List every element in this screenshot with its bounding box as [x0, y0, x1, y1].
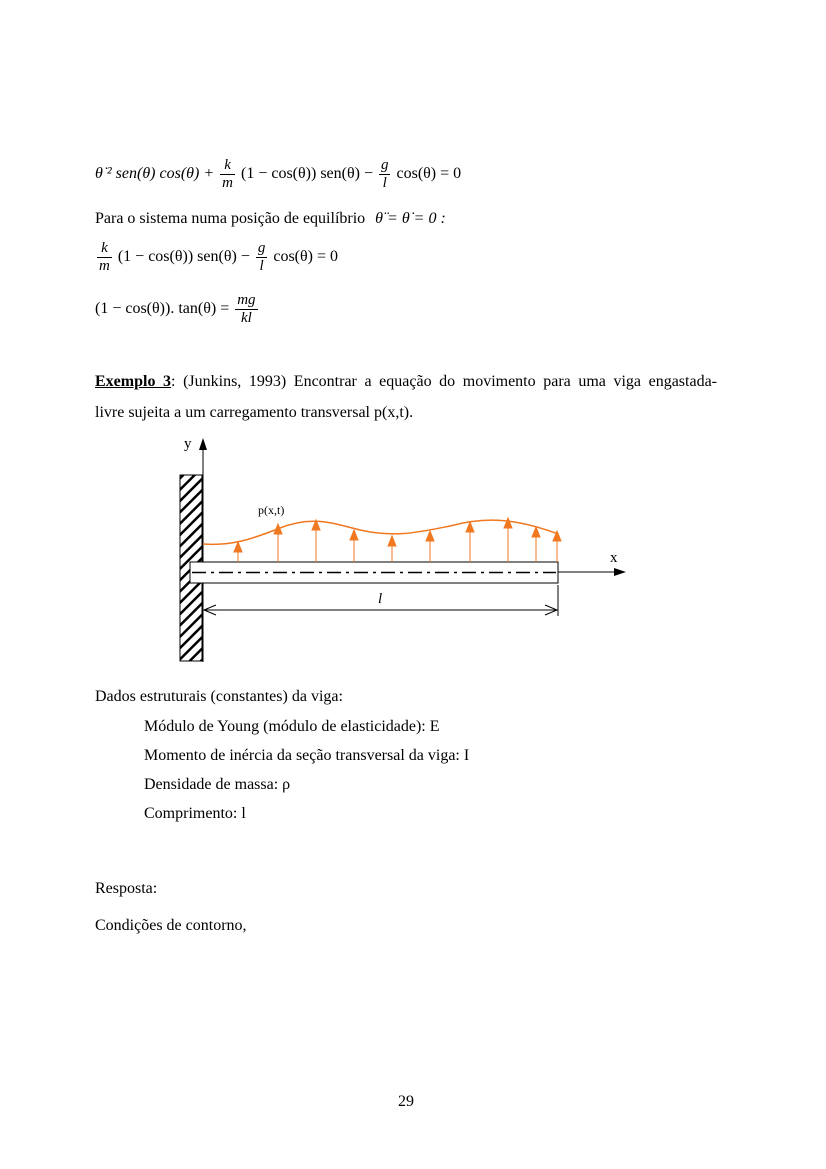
load-arrow-icon: [466, 522, 474, 562]
eq2-fraction-g-l: $\frac{g}{l}$: [257, 240, 266, 274]
eq2-tail: cos(θ) = 0: [273, 248, 339, 266]
structural-item-young: Módulo de Young (módulo de elasticidade): E: [144, 718, 440, 735]
eq2-fraction-k-m: $\frac{k}{m}$: [99, 240, 110, 274]
structural-heading: Dados estruturais (constantes) da viga:: [95, 688, 343, 705]
beam-figure: [170, 430, 640, 670]
load-arrow-icon: [350, 530, 358, 562]
structural-item-length: Comprimento: l: [144, 805, 246, 822]
load-arrow-icon: [426, 531, 434, 562]
eq1-mid: (1 − cos(θ)) sen(θ) −: [240, 165, 373, 183]
load-label: p(x,t): [258, 503, 285, 517]
length-label: l: [378, 591, 383, 607]
load-arrows: [234, 518, 561, 562]
y-axis-arrow-icon: [199, 438, 207, 450]
load-arrow-icon: [312, 520, 320, 562]
eq1-fraction-k-m: $\frac{k}{m}$: [222, 157, 233, 191]
equation-1: [95, 157, 461, 192]
load-arrow-icon: [388, 536, 396, 562]
structural-item-inertia: Momento de inércia da seção transversal da viga: I: [144, 747, 470, 764]
eq1-tail: cos(θ) = 0: [396, 165, 462, 183]
y-axis-label: y: [184, 436, 192, 452]
eq3-fraction-mg-kl: $\frac{mg}{kl}$: [237, 292, 256, 326]
equilibrium-text: Para o sistema numa posição de equilíbrio: [95, 210, 366, 227]
boundary-conditions: Condições de contorno,: [95, 917, 247, 934]
load-curve: [203, 520, 558, 544]
load-arrow-icon: [274, 524, 282, 562]
equilibrium-statement: [95, 210, 446, 228]
x-axis-arrow-icon: [614, 568, 626, 576]
eq1-fraction-g-l: $\frac{g}{l}$: [380, 157, 389, 191]
load-arrow-icon: [234, 542, 242, 562]
eq3-lead: (1 − cos(θ)). tan(θ) =: [95, 300, 230, 318]
load-arrow-icon: [532, 527, 540, 562]
example-line-1: [95, 366, 717, 397]
example-label: Exemplo 3: [95, 373, 172, 390]
example-text-1: : (Junkins, 1993) Encontrar a equação do movimento para uma viga engastada-: [171, 373, 718, 390]
eq1-lead: θ̇ ² sen(θ) cos(θ) +: [95, 165, 215, 183]
load-arrow-icon: [553, 531, 561, 562]
page-number: 29: [398, 1093, 414, 1110]
example-paragraph: [95, 366, 717, 428]
structural-item-density: Densidade de massa: ρ: [144, 776, 291, 793]
equation-2: [95, 240, 338, 275]
example-line-2: livre sujeita a um carregamento transversal p(x,t).: [95, 404, 414, 421]
equilibrium-condition: θ̈ = θ̇ = 0 :: [375, 210, 446, 227]
equation-3: [95, 292, 260, 327]
answer-label: Resposta:: [95, 880, 158, 897]
load-arrow-icon: [504, 518, 512, 562]
x-axis-label: x: [610, 550, 618, 566]
eq2-mid: (1 − cos(θ)) sen(θ) −: [117, 248, 250, 266]
